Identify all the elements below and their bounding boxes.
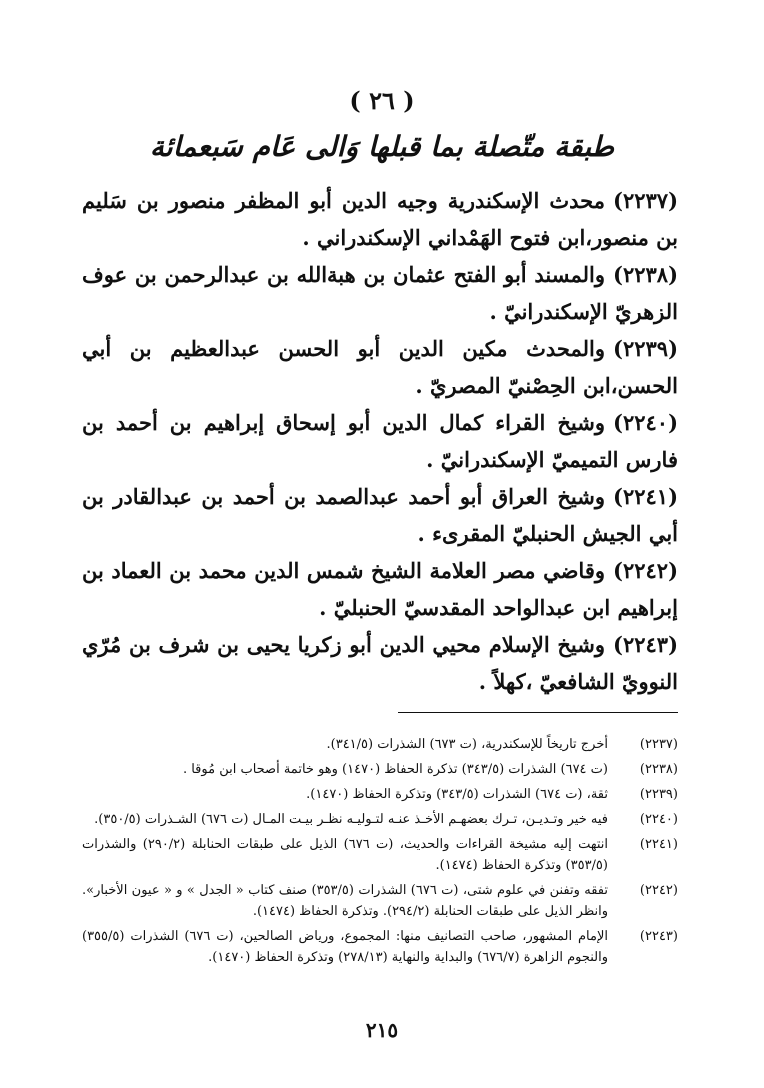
entry-text: محدث الإسكندرية وجيه الدين أبو المظفر منصور بن سَليم بن منصور،ابن فتوح الهَمْداني الإسكندراني . [82, 188, 678, 250]
footnote [82, 809, 678, 830]
entry-text: وشيخ الإسلام محيي الدين أبو زكريا يحيى بن شرف بن مُرّي النوويّ الشافعيّ ،كهلاً . [82, 632, 678, 694]
section-title: طبقة متّصلة بما قبلها وَالى عَام سَبعمائة [149, 130, 615, 163]
entry-text: والمحدث مكين الدين أبو الحسن عبدالعظيم بن أبي الحسن،ابن الحِصْنيّ المصريّ . [82, 336, 678, 398]
footnote [82, 834, 678, 876]
footnote-number: (٢٢٣٨) [639, 762, 678, 777]
folio-number: ٢١٥ [365, 1018, 399, 1042]
footnote-text: فيه خير وتـديـن، تـرك بعضهـم الأخـذ عنـه لتـوليـه نظـر بيـت المـال (ت ٦٧٦) الشـذرات (٣٥٠/٥). [94, 812, 608, 827]
entry-number: (٢٢٤٢) [613, 558, 678, 583]
footnote-text: ثقة، (ت ٦٧٤) الشذرات (٣٤٣/٥) وتذكرة الحفاظ (١٤٧٠). [306, 787, 608, 802]
entry-number: (٢٢٤٣) [613, 632, 678, 657]
footnote [82, 734, 678, 755]
entry-number: (٢٢٤٠) [613, 410, 678, 435]
footnotes [82, 734, 678, 972]
entry-text: وشيخ العراق أبو أحمد عبدالصمد بن أحمد بن عبدالقادر بن أبي الجيش الحنبليّ المقرىء . [82, 484, 678, 546]
footnote [82, 759, 678, 780]
footnote-number: (٢٢٤٠) [639, 812, 678, 827]
page-number: ( ٢٦ ) [349, 86, 415, 115]
entry-text: وشيخ القراء كمال الدين أبو إسحاق إبراهيم بن أحمد بن فارس التميميّ الإسكندرانيّ . [82, 410, 678, 472]
entry [82, 404, 678, 478]
entry-text: وقاضي مصر العلامة الشيخ شمس الدين محمد بن العماد بن إبراهيم ابن عبدالواحد المقدسيّ الحنبليّ . [82, 558, 678, 620]
entry [82, 478, 678, 552]
entry [82, 182, 678, 256]
footnote-number: (٢٢٣٩) [639, 787, 678, 802]
footnote [82, 784, 678, 805]
footnote-number: (٢٢٤١) [639, 837, 678, 852]
entry-number: (٢٢٣٧) [613, 188, 678, 213]
footnote-text: انتهت إليه مشيخة القراءات والحديث، (ت ٦٧٦) الذيل على طبقات الحنابلة (٢٩٠/٢) والشذرات (٣٥٣/٥) وتذكرة الحفاظ (١٤٧٤). [82, 837, 608, 873]
entry-number: (٢٢٣٩) [613, 336, 678, 361]
entry [82, 330, 678, 404]
footnote [82, 926, 678, 968]
entry [82, 256, 678, 330]
footnote-text: الإمام المشهور، صاحب التصانيف منها: المجموع، ورياض الصالحين، (ت ٦٧٦) الشذرات (٣٥٥/٥) والنجوم الزاهرة (٦٧٦/٧) والبداية والنهاية (٢٧٨/١٣) وتذكرة الحفاظ (١٤٧٠). [82, 929, 608, 965]
footnote-number: (٢٢٤٢) [639, 883, 678, 898]
footnote-number: (٢٢٣٧) [639, 737, 678, 752]
footnote-text: أخرج تاريخاً للإسكندرية، (ت ٦٧٣) الشذرات (٣٤١/٥). [326, 737, 608, 752]
footnote-number: (٢٢٤٣) [639, 929, 678, 944]
biography-entries [82, 182, 678, 700]
entry-text: والمسند أبو الفتح عثمان بن هبةالله بن عبدالرحمن بن عوف الزهريّ الإسكندرانيّ . [82, 262, 678, 324]
footnote-divider [398, 712, 678, 713]
footnote-text: (ت ٦٧٤) الشذرات (٣٤٣/٥) تذكرة الحفاظ (١٤٧٠) وهو خاتمة أصحاب ابن مُوقا . [182, 762, 608, 777]
entry-number: (٢٢٣٨) [613, 262, 678, 287]
entry-number: (٢٢٤١) [613, 484, 678, 509]
entry [82, 626, 678, 700]
footnote-text: تفقه وتفنن في علوم شتى، (ت ٦٧٦) الشذرات (٣٥٣/٥) صنف كتاب « الجدل » و « عيون الأخبار». وانظر الذيل على طبقات الحنابلة (٢٩٤/٢). وتذكرة الحفاظ (١٤٧٤). [82, 883, 608, 919]
entry [82, 552, 678, 626]
footnote [82, 880, 678, 922]
